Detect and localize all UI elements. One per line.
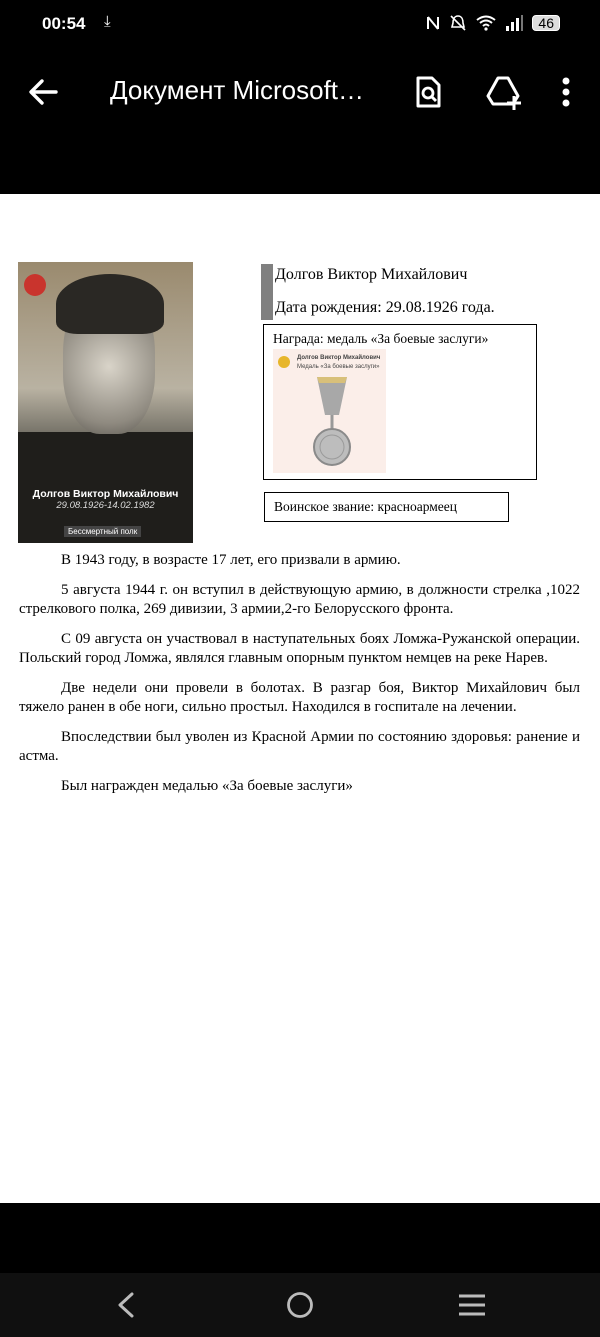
photo-caption-name: Долгов Виктор Михайлович xyxy=(32,488,179,500)
birth-date: Дата рождения: 29.08.1926 года. xyxy=(275,299,495,316)
portrait-photo xyxy=(18,262,193,543)
medal-card-subtitle: Медаль «За боевые заслуги» xyxy=(297,364,380,370)
medal-icon xyxy=(273,349,386,473)
biography-text xyxy=(19,551,580,806)
paragraph: Две недели они провели в болотах. В разгар боя, Виктор Михайлович был тяжело ранен в обе ноги, сильно простыл. Находился в госпитале на лечении. xyxy=(19,679,580,715)
paragraph: С 09 августа он участвовал в наступательных боях Ломжа-Ружанской операции. Польский город Ломжа, являлся главным опорным пунктом немцев на реке Нарев. xyxy=(19,630,580,666)
rank-label: Воинское звание: красноармеец xyxy=(274,499,457,514)
document-page xyxy=(0,194,600,1203)
award-box xyxy=(263,324,537,480)
gray-marker-bar xyxy=(261,264,273,320)
immortal-regiment-logo: Бессмертный полк xyxy=(64,526,141,537)
person-name: Долгов Виктор Михайлович xyxy=(275,266,468,283)
medal-card xyxy=(273,349,386,473)
nav-home-icon[interactable] xyxy=(282,1289,318,1321)
status-icons xyxy=(426,14,560,32)
paragraph: 5 августа 1944 г. он вступил в действующую армию, в должности стрелка ,1022 стрелкового полка, 269 дивизии, 3 армии,2-го Белорусского фронта. xyxy=(19,581,580,617)
app-bar xyxy=(0,50,600,134)
nfc-icon xyxy=(426,15,440,31)
battery-icon: 46 xyxy=(532,15,560,31)
photo-caption xyxy=(18,488,193,511)
medal-card-name: Долгов Виктор Михайлович xyxy=(297,355,381,361)
paragraph: Впоследствии был уволен из Красной Армии по состоянию здоровья: ранение и астма. xyxy=(19,728,580,764)
rank-box xyxy=(264,492,509,522)
download-icon: ⤓ xyxy=(104,13,111,30)
mute-icon xyxy=(449,14,467,32)
back-arrow-icon[interactable] xyxy=(26,72,60,112)
order-emblem-icon xyxy=(24,274,46,296)
photo-hair xyxy=(56,274,164,334)
navigation-bar xyxy=(0,1273,600,1337)
document-title: Документ Microsoft… xyxy=(110,75,365,105)
status-bar xyxy=(0,0,600,50)
search-doc-icon[interactable] xyxy=(410,72,446,112)
award-label: Награда: медаль «За боевые заслуги» xyxy=(273,331,489,346)
wifi-icon xyxy=(476,15,496,31)
signal-icon xyxy=(505,15,523,31)
status-time: 00:54 xyxy=(42,14,86,33)
more-vert-icon[interactable] xyxy=(548,72,584,112)
paragraph: Был награжден медалью «За боевые заслуги» xyxy=(61,777,353,794)
photo-caption-dates: 29.08.1926-14.02.1982 xyxy=(56,500,155,511)
nav-recents-icon[interactable] xyxy=(454,1289,490,1321)
paragraph: В 1943 году, в возрасте 17 лет, его призвали в армию. xyxy=(61,552,401,568)
drive-add-icon[interactable] xyxy=(484,72,524,112)
nav-back-icon[interactable] xyxy=(108,1289,144,1321)
